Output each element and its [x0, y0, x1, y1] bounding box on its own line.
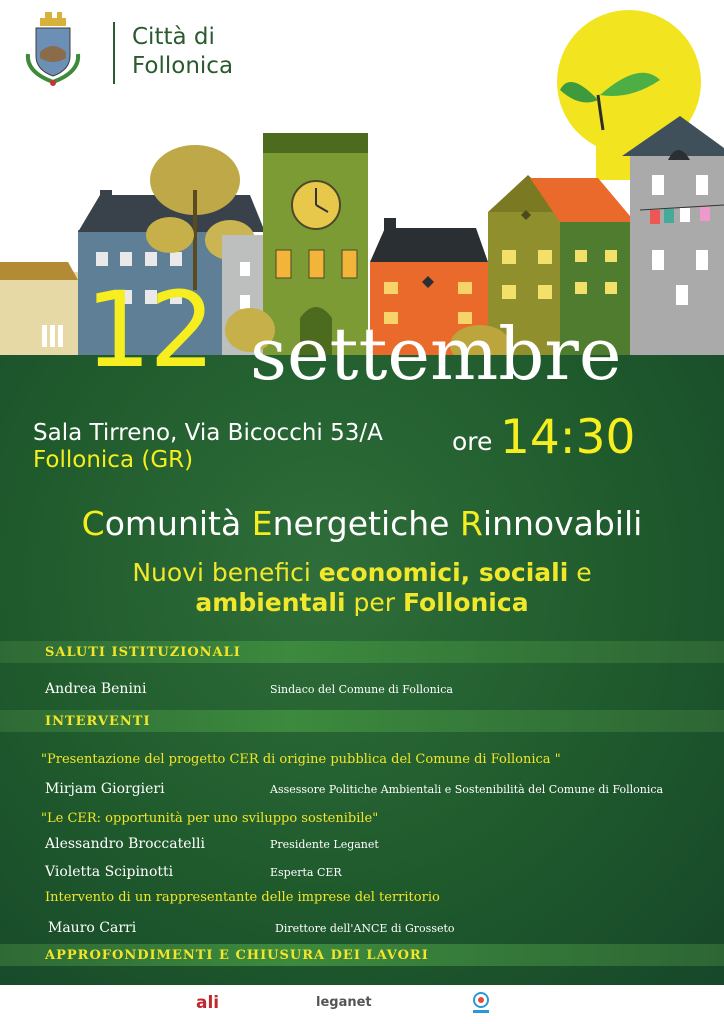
title-initial-c: C — [81, 504, 105, 543]
event-month: settembre — [250, 312, 622, 396]
subtitle-part1: Nuovi benefici — [132, 558, 319, 587]
main-title — [0, 504, 724, 543]
partner-logo-icon — [470, 991, 492, 1017]
title-word2: nergetiche — [272, 504, 460, 543]
time-prefix: ore — [452, 427, 493, 456]
section-interventi: INTERVENTI — [45, 714, 151, 729]
title-word1: omunità — [104, 504, 252, 543]
subtitle-bold3: Follonica — [402, 588, 529, 617]
footer-logos — [0, 985, 724, 1024]
speaker-role-benini: Sindaco del Comune di Follonica — [270, 683, 453, 696]
speaker-name-benini: Andrea Benini — [45, 681, 147, 697]
speaker-role-carri: Direttore dell'ANCE di Grosseto — [275, 922, 455, 935]
subtitle-part2: e — [568, 558, 592, 587]
speaker-name-carri: Mauro Carri — [48, 920, 137, 936]
talk-title-1: "Presentazione del progetto CER di origine pubblica del Comune di Follonica " — [41, 752, 561, 767]
city-name-line1: Città di — [132, 24, 215, 50]
subtitle-part3: per — [345, 588, 403, 617]
speaker-name-scipinotti: Violetta Scipinotti — [45, 864, 174, 880]
title-initial-r: R — [459, 504, 483, 543]
speaker-role-giorgieri: Assessore Politiche Ambientali e Sostenibilità del Comune di Follonica — [270, 783, 664, 796]
leganet-logo: leganet — [316, 995, 372, 1010]
event-time: 14:30 — [500, 410, 636, 465]
title-initial-e: E — [251, 504, 273, 543]
subtitle-bold2: ambientali — [195, 588, 346, 617]
section-saluti: SALUTI ISTITUZIONALI — [45, 645, 241, 660]
subtitle-line2 — [0, 588, 724, 618]
venue-address: Sala Tirreno, Via Bicocchi 53/A — [33, 420, 383, 446]
event-day: 12 — [85, 269, 214, 391]
talk-title-2: "Le CER: opportunità per uno sviluppo sostenibile" — [41, 811, 379, 826]
speaker-name-broccatelli: Alessandro Broccatelli — [45, 836, 205, 852]
title-word3: innovabili — [482, 504, 643, 543]
subtitle-bold1: economici, sociali — [318, 558, 569, 587]
speaker-role-scipinotti: Esperta CER — [270, 866, 342, 879]
ali-logo: ali — [196, 993, 220, 1013]
speaker-role-broccatelli: Presidente Leganet — [270, 838, 379, 851]
venue-city: Follonica (GR) — [33, 447, 194, 473]
talk-title-3: Intervento di un rappresentante delle imprese del territorio — [45, 890, 440, 905]
section-chiusura: APPROFONDIMENTI E CHIUSURA DEI LAVORI — [45, 948, 429, 963]
speaker-name-giorgieri: Mirjam Giorgieri — [45, 781, 165, 797]
subtitle-line1 — [0, 558, 724, 588]
city-name-line2: Follonica — [132, 53, 234, 79]
